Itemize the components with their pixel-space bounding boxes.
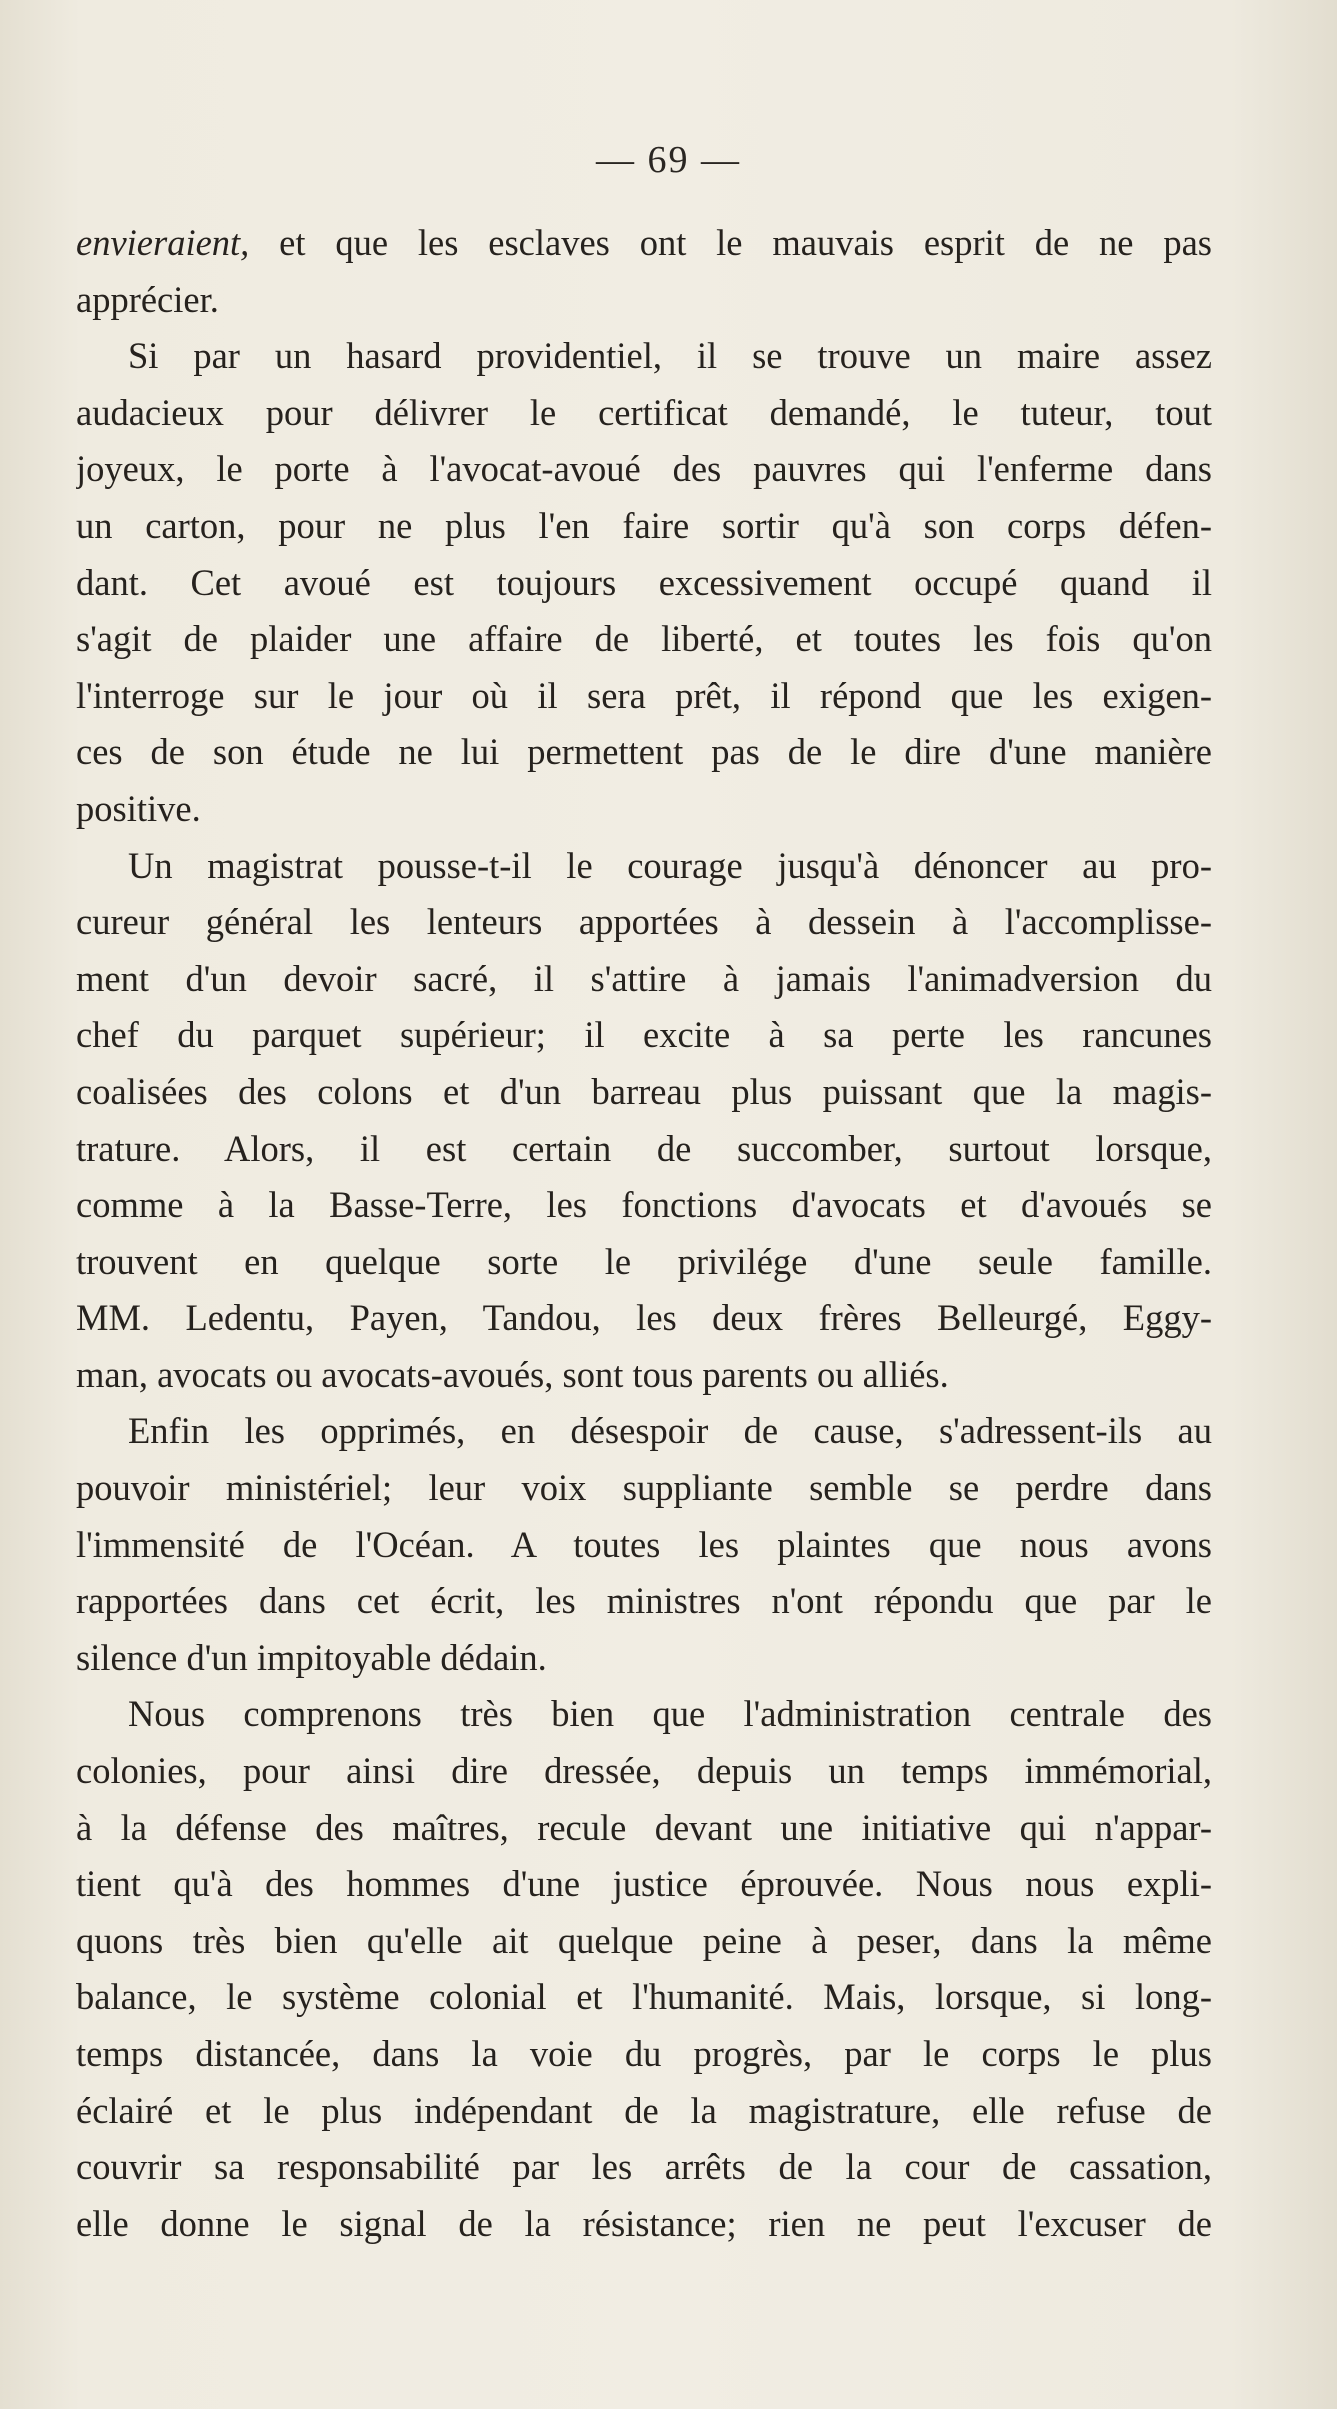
text-line: apprécier.	[76, 278, 219, 320]
text-line: silence d'un impitoyable dédain.	[76, 1636, 547, 1678]
italic-word: envieraient,	[76, 222, 250, 263]
text-line: quons très bien qu'elle ait quelque peine à peser, dans la même	[76, 1919, 1212, 1961]
text-line: man, avocats ou avocats-avoués, sont tous parents ou alliés.	[76, 1353, 949, 1395]
text-line: rapportées dans cet écrit, les ministres n'ont répondu que par le	[76, 1580, 1212, 1622]
text-line: cureur général les lenteurs apportées à dessein à l'accomplisse-	[76, 901, 1212, 943]
text-line: temps distancée, dans la voie du progrès, par le corps le plus	[76, 2033, 1212, 2074]
text-line: elle donne le signal de la résistance; rien ne peut l'excuser de	[76, 2202, 1212, 2244]
text-line: pouvoir ministériel; leur voix suppliante semble se perdre dans	[76, 1467, 1212, 1509]
text-line: ment d'un devoir sacré, il s'attire à jamais l'animadversion du	[76, 957, 1212, 999]
text-line: comme à la Basse-Terre, les fonctions d'avocats et d'avoués se	[76, 1184, 1212, 1226]
text-line: éclairé et le plus indépendant de la magistrature, elle refuse de	[76, 2089, 1212, 2131]
text-line: trature. Alors, il est certain de succomber, surtout lorsque,	[76, 1127, 1212, 1169]
text-line: Enfin les opprimés, en désespoir de cause, s'adressent-ils au	[128, 1410, 1212, 1452]
text-line: trouvent en quelque sorte le privilége d'une seule famille.	[76, 1240, 1212, 1282]
text-line: chef du parquet supérieur; il excite à sa perte les rancunes	[76, 1014, 1212, 1056]
text-line-rest: et que les esclaves ont le mauvais esprit de ne pas	[249, 222, 1212, 263]
text-line: Un magistrat pousse-t-il le courage jusqu'à dénoncer au pro-	[128, 844, 1212, 886]
body-text	[76, 215, 1212, 2252]
page-number: — 69 —	[596, 139, 741, 181]
text-line: Si par un hasard providentiel, il se trouve un maire assez	[128, 335, 1212, 377]
text-line: joyeux, le porte à l'avocat-avoué des pauvres qui l'enferme dans	[76, 448, 1212, 490]
text-line: l'immensité de l'Océan. A toutes les plaintes que nous avons	[76, 1523, 1212, 1565]
text-line: coalisées des colons et d'un barreau plus puissant que la magis-	[76, 1070, 1212, 1112]
text-line: Nous comprenons très bien que l'administration centrale des	[128, 1693, 1212, 1735]
text-line: colonies, pour ainsi dire dressée, depuis un temps immémorial,	[76, 1750, 1212, 1792]
text-line: audacieux pour délivrer le certificat demandé, le tuteur, tout	[76, 391, 1212, 433]
text-line	[76, 215, 1212, 272]
text-line: l'interroge sur le jour où il sera prêt, il répond que les exigen-	[76, 674, 1212, 716]
text-line: s'agit de plaider une affaire de liberté, et toutes les fois qu'on	[76, 618, 1212, 660]
text-line: un carton, pour ne plus l'en faire sortir qu'à son corps défen-	[76, 504, 1212, 546]
text-line: à la défense des maîtres, recule devant une initiative qui n'appar-	[76, 1806, 1212, 1848]
text-line: MM. Ledentu, Payen, Tandou, les deux frères Belleurgé, Eggy-	[76, 1297, 1212, 1339]
text-line: positive.	[76, 787, 201, 829]
text-line: dant. Cet avoué est toujours excessivement occupé quand il	[76, 561, 1212, 603]
text-line: balance, le système colonial et l'humanité. Mais, lorsque, si long-	[76, 1976, 1212, 2018]
text-line: ces de son étude ne lui permettent pas de le dire d'une manière	[76, 731, 1212, 773]
text-line: tient qu'à des hommes d'une justice éprouvée. Nous nous expli-	[76, 1863, 1212, 1905]
text-line: couvrir sa responsabilité par les arrêts de la cour de cassation,	[76, 2146, 1212, 2188]
